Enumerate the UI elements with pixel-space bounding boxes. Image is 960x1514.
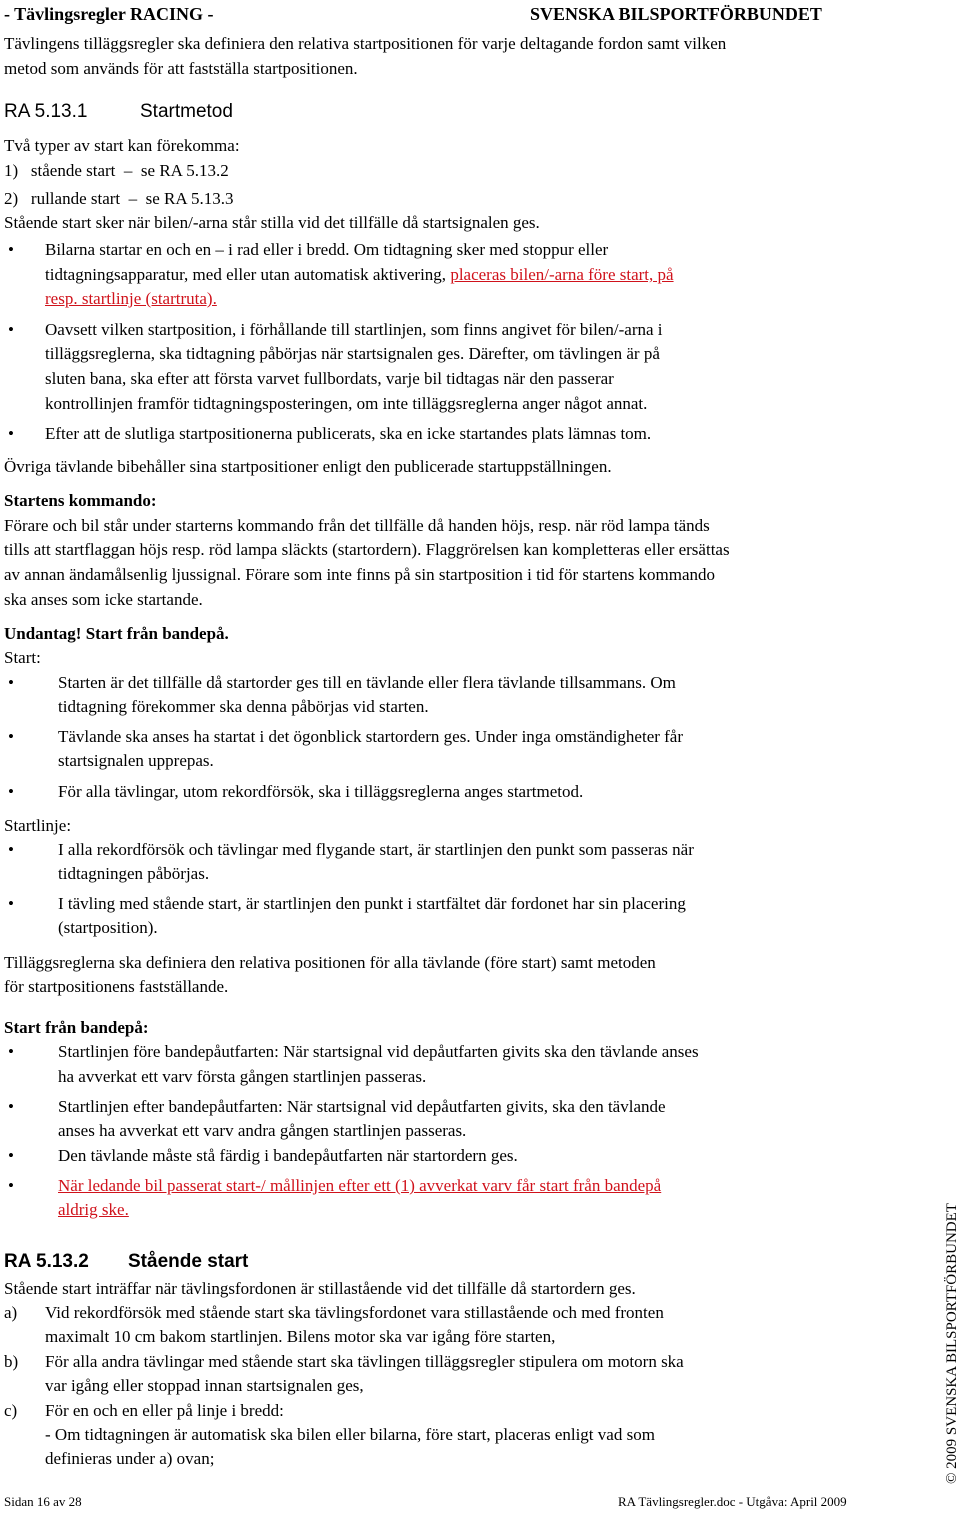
paragraph-line: startsignalen upprepas. xyxy=(58,751,214,770)
bullet-icon: • xyxy=(8,840,14,859)
paragraph-line: För alla tävlingar, utom rekordförsök, ska i tilläggsreglerna anges startmetod. xyxy=(58,782,584,801)
paragraph-line: (startposition). xyxy=(58,918,158,937)
bullet-icon: • xyxy=(8,1146,14,1165)
section-number: RA 5.13.2 xyxy=(4,1251,89,1272)
highlighted-change: placeras bilen/-arna före start, på xyxy=(450,265,674,284)
paragraph-line: Starten är det tillfälle då startorder ges till en tävlande eller flera tävlande tillsammans. Om xyxy=(58,673,676,692)
page-number: Sidan 16 av 28 xyxy=(4,1494,82,1509)
bullet-icon: • xyxy=(8,1097,14,1116)
bullet-icon: • xyxy=(8,424,14,443)
paragraph-line: tidtagningsapparatur, med eller utan automatisk aktivering, placeras bilen/-arna före start, på xyxy=(45,265,674,284)
paragraph-line: Bilarna startar en och en – i rad eller i bredd. Om tidtagning sker med stoppur eller xyxy=(45,240,609,259)
paragraph-line: - Om tidtagningen är automatisk ska bilen eller bilarna, före start, placeras enligt vad som xyxy=(45,1425,655,1444)
paragraph-line: av annan ändamålsenlig ljussignal. Förare som inte finns på sin startposition i tid för startens kommando xyxy=(4,565,716,584)
paragraph-line: Oavsett vilken startposition, i förhållande till startlinjen, som finns angivet för bilen/-arna i xyxy=(45,320,663,339)
paragraph-line: anses ha avverkat ett varv andra gången startlinjen passeras. xyxy=(58,1121,467,1140)
highlighted-change: När ledande bil passerat start-/ mållinjen efter ett (1) avverkat varv får start från bandepå xyxy=(58,1176,662,1195)
paragraph-line: I alla rekordförsök och tävlingar med flygande start, är startlinjen den punkt som passeras när xyxy=(58,840,694,859)
paragraph-line: för startpositionens fastställande. xyxy=(4,977,229,996)
paragraph-line: ska anses som icke startande. xyxy=(4,590,203,609)
paragraph-line: Tävlande ska anses ha startat i det ögonblick startordern ges. Under inga omständigheter får xyxy=(58,727,684,746)
paragraph-line: tills att startflaggan höjs resp. röd lampa släckts (startordern). Flaggrörelsen kan kompletteras eller ersättas xyxy=(4,540,730,559)
bullet-icon: • xyxy=(8,782,14,801)
bullet-icon: • xyxy=(8,320,14,339)
subheading: Startens kommando: xyxy=(4,491,157,510)
paragraph-line: I tävling med stående start, är startlinjen den punkt i startfältet där fordonet har sin placering xyxy=(58,894,686,913)
paragraph-line: definieras under a) ovan; xyxy=(45,1449,215,1468)
standing-line: Stående start sker när bilen/-arna står stilla vid det tillfälle då startsignalen ges. xyxy=(4,213,540,232)
paragraph-line: Vid rekordförsök med stående start ska tävlingsfordonet vara stillastående och med fronten xyxy=(45,1303,664,1322)
paragraph-line: För alla andra tävlingar med stående start ska tävlingen tilläggsregler stipulera om motorn ska xyxy=(45,1352,684,1371)
paragraph-line: tilläggsreglerna, ska tidtagning påbörjas när startsignalen ges. Därefter, om tävlingen är på xyxy=(45,344,660,363)
paragraph-line: Startlinjen före bandepåutfarten: När startsignal vid depåutfarten givits ska den tävlande anses xyxy=(58,1042,699,1061)
types-lead: Två typer av start kan förekomma: xyxy=(4,136,240,155)
paragraph-line: Den tävlande måste stå färdig i bandepåutfarten när startordern ges. xyxy=(58,1146,518,1165)
paragraph-line: Stående start inträffar när tävlingsfordonen är stillastående vid det tillfälle då startordern ges. xyxy=(4,1279,636,1298)
paragraph-line: Övriga tävlande bibehåller sina startpositioner enligt den publicerade startuppställningen. xyxy=(4,457,612,476)
bullet-icon: • xyxy=(8,240,14,259)
subheading: Start från bandepå: xyxy=(4,1018,149,1037)
label: Startlinje: xyxy=(4,816,72,835)
header-right: SVENSKA BILSPORTFÖRBUNDET xyxy=(530,4,822,24)
paragraph-line: Förare och bil står under starterns kommando från det tillfälle då handen höjs, resp. när röd lampa tänds xyxy=(4,516,710,535)
bullet-icon: • xyxy=(8,1042,14,1061)
list-label: b) xyxy=(4,1352,19,1371)
paragraph-line: kontrollinjen framför tidtagningsposteringen, om inte tilläggsreglerna anger något annat. xyxy=(45,394,648,413)
paragraph-line: maximalt 10 cm bakom startlinjen. Bilens motor ska var igång före starten, xyxy=(45,1327,556,1346)
bullet-icon: • xyxy=(8,673,14,692)
document-info: RA Tävlingsregler.doc - Utgåva: April 2009 xyxy=(618,1494,847,1509)
paragraph-line: ha avverkat ett varv första gången startlinjen passeras. xyxy=(58,1067,427,1086)
highlighted-change: resp. startlinje (startruta). xyxy=(45,289,217,308)
list-label: a) xyxy=(4,1303,18,1322)
paragraph-line: tidtagningen påbörjas. xyxy=(58,864,210,883)
paragraph-line: Tilläggsreglerna ska definiera den relativa positionen för alla tävlande (före start) samt metoden xyxy=(4,953,656,972)
type-item: 1) stående start – se RA 5.13.2 xyxy=(4,161,229,180)
list-label: c) xyxy=(4,1401,18,1420)
header-left: - Tävlingsregler RACING - xyxy=(4,4,214,24)
section-title: Stående start xyxy=(128,1251,249,1272)
bullet-icon: • xyxy=(8,727,14,746)
bullet-icon: • xyxy=(8,894,14,913)
intro-line-2: metod som används för att fastställa startpositionen. xyxy=(4,59,358,78)
bullet-icon: • xyxy=(8,1176,14,1195)
paragraph-line: sluten bana, ska efter att första varvet fullbordats, varje bil tidtagas när den passerar xyxy=(45,369,614,388)
paragraph-line: tidtagning förekommer ska denna påbörjas vid starten. xyxy=(58,697,429,716)
section-title: Startmetod xyxy=(140,101,233,122)
section-number: RA 5.13.1 xyxy=(4,101,88,122)
type-item: 2) rullande start – se RA 5.13.3 xyxy=(4,189,234,208)
paragraph-line: Startlinjen efter bandepåutfarten: När startsignal vid depåutfarten givits, ska den tävlande xyxy=(58,1097,666,1116)
label: Start: xyxy=(4,648,41,667)
highlighted-change: aldrig ske. xyxy=(58,1200,129,1219)
subheading: Undantag! Start från bandepå. xyxy=(4,624,229,643)
paragraph-line: För en och en eller på linje i bredd: xyxy=(45,1401,284,1420)
paragraph-line: var igång eller stoppad innan startsignalen ges, xyxy=(45,1376,364,1395)
paragraph-line: Efter att de slutliga startpositionerna publicerats, ska en icke startandes plats lämnas tom. xyxy=(45,424,652,443)
intro-line-1: Tävlingens tilläggsregler ska definiera den relativa startpositionen för varje deltagande fordon samt vilken xyxy=(4,34,727,53)
copyright-vertical: © 2009 SVENSKA BILSPORTFÖRBUNDET xyxy=(944,1203,960,1484)
